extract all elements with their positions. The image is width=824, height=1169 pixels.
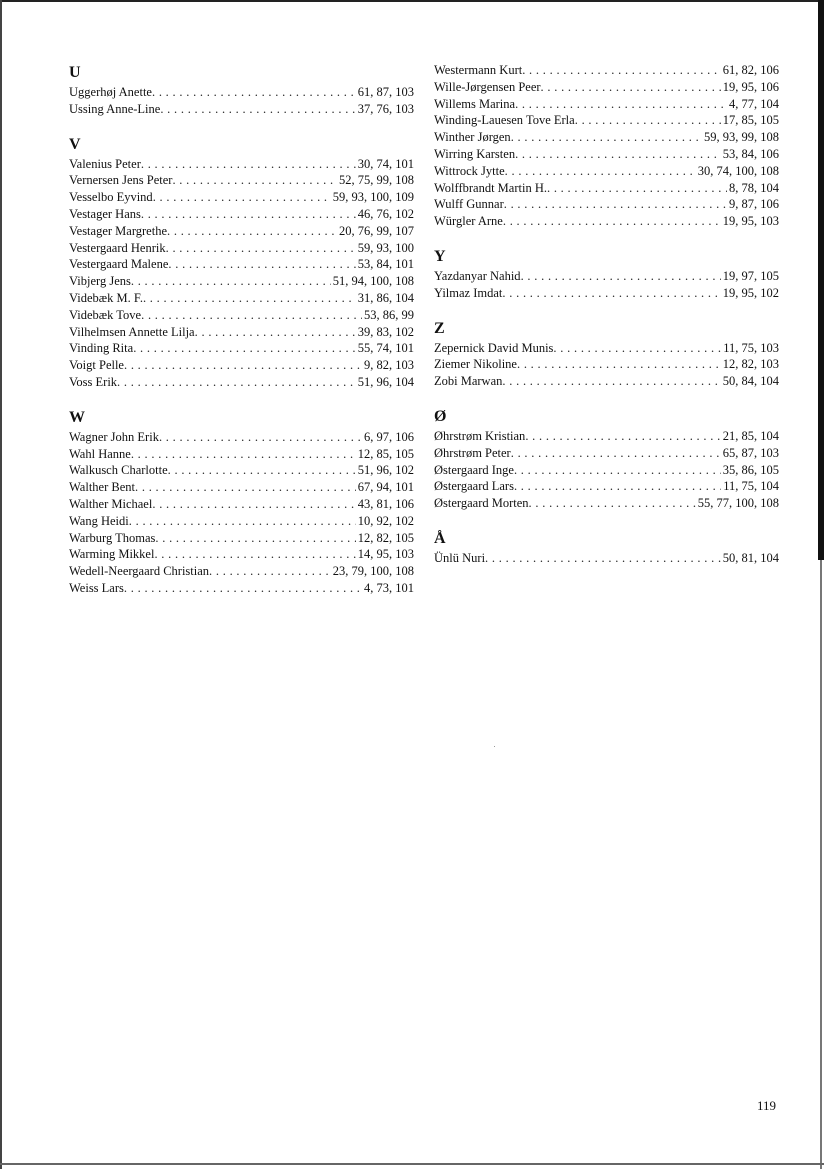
entry-pages: 4, 73, 101	[364, 580, 414, 595]
entry-pages: 4, 77, 104	[729, 96, 779, 111]
scan-border-left	[0, 0, 2, 1169]
index-entry	[434, 462, 779, 479]
entry-pages: 11, 75, 103	[723, 340, 779, 355]
entry-pages: 21, 85, 104	[722, 428, 779, 443]
entry-name: Wahl Hanne	[69, 446, 131, 461]
index-entry	[69, 479, 414, 496]
index-entry	[69, 290, 414, 307]
scan-border-bottom	[0, 1163, 824, 1165]
index-entry	[69, 462, 414, 479]
entry-name: Wolffbrandt Martin H.	[434, 180, 547, 195]
dot-leader	[515, 146, 721, 163]
entry-pages: 43, 81, 106	[357, 496, 414, 511]
dot-leader	[155, 530, 355, 547]
dot-leader	[514, 478, 721, 495]
entry-pages: 67, 94, 101	[357, 480, 414, 495]
entry-name: Vestergaard Malene	[69, 257, 169, 272]
entry-name: Øhrstrøm Peter	[434, 445, 511, 460]
index-entry	[434, 373, 779, 390]
entry-name: Willems Marina	[434, 96, 516, 111]
index-entry	[434, 62, 779, 79]
index-entry	[434, 428, 779, 445]
dot-leader	[131, 446, 356, 463]
entry-pages: 11, 75, 104	[723, 479, 779, 494]
entry-name: Ussing Anne-Line	[69, 101, 161, 116]
entry-pages: 35, 86, 105	[722, 462, 779, 477]
dot-leader	[502, 373, 720, 390]
entry-name: Warming Mikkel	[69, 547, 155, 562]
entry-pages: 9, 87, 106	[729, 197, 779, 212]
dot-leader	[133, 340, 356, 357]
index-entry	[69, 101, 414, 118]
entry-name: Wulff Gunnar	[434, 197, 504, 212]
entry-pages: 51, 96, 102	[357, 463, 414, 478]
section-letter-heading: V	[69, 135, 81, 153]
index-entry	[434, 129, 779, 146]
dot-leader	[143, 290, 356, 307]
dot-leader	[553, 340, 721, 357]
section-letter-heading: Y	[434, 247, 446, 265]
entry-pages: 59, 93, 100	[357, 240, 414, 255]
dot-leader	[511, 445, 721, 462]
scan-border-right-lower	[820, 560, 822, 1169]
dot-leader	[172, 172, 337, 189]
dot-leader	[152, 496, 355, 513]
dot-leader	[168, 256, 355, 273]
index-entry	[69, 156, 414, 173]
dot-leader	[505, 163, 696, 180]
index-entry	[69, 206, 414, 223]
entry-pages: 50, 84, 104	[722, 374, 779, 389]
index-entry	[69, 84, 414, 101]
dot-leader	[168, 462, 356, 479]
entry-pages: 23, 79, 100, 108	[332, 564, 414, 579]
entry-name: Vernersen Jens Peter	[69, 173, 173, 188]
dot-leader	[517, 356, 721, 373]
entry-pages: 31, 86, 104	[357, 290, 414, 305]
scan-border-right	[818, 0, 824, 560]
dot-leader	[522, 62, 721, 79]
entry-name: Vibjerg Jens	[69, 274, 131, 289]
index-entry	[434, 163, 779, 180]
entry-name: Østergaard Lars	[434, 479, 514, 494]
index-section	[434, 318, 779, 390]
dot-leader	[515, 96, 727, 113]
dot-leader	[525, 428, 720, 445]
entry-name: Ünlü Nuri	[434, 550, 486, 565]
section-letter-heading: W	[69, 408, 85, 426]
index-entry	[434, 268, 779, 285]
entry-pages: 53, 86, 99	[364, 307, 414, 322]
entry-pages: 12, 82, 105	[357, 530, 414, 545]
index-entry	[69, 446, 414, 463]
index-section	[434, 406, 779, 512]
entry-pages: 19, 97, 105	[722, 268, 779, 283]
dot-leader	[547, 180, 727, 197]
index-section	[69, 134, 414, 391]
section-letter-heading: U	[69, 64, 81, 81]
entry-name: Wedell-Neergaard Christian	[69, 564, 210, 579]
index-entry	[69, 546, 414, 563]
entry-name: Wirring Karsten	[434, 146, 516, 161]
index-entry	[69, 256, 414, 273]
dot-leader	[153, 189, 331, 206]
entry-name: Østergaard Morten	[434, 496, 529, 511]
dot-leader	[124, 580, 362, 597]
entry-name: Wittrock Jytte	[434, 163, 505, 178]
index-entry	[434, 285, 779, 302]
entry-pages: 12, 82, 103	[722, 357, 779, 372]
index-entry	[69, 240, 414, 257]
index-entry	[69, 496, 414, 513]
entry-name: Würgler Arne	[434, 214, 503, 229]
dot-leader	[521, 268, 721, 285]
index-entry	[69, 429, 414, 446]
entry-name: Walther Bent	[69, 480, 135, 495]
entry-pages: 30, 74, 101	[357, 156, 414, 171]
entry-pages: 59, 93, 100, 109	[332, 190, 414, 205]
index-column-right	[434, 62, 779, 583]
entry-name: Yilmaz Imdat	[434, 285, 503, 300]
entry-pages: 10, 92, 102	[357, 513, 414, 528]
section-letter-heading: Å	[434, 529, 446, 547]
entry-pages: 50, 81, 104	[722, 550, 779, 565]
scan-speck	[494, 746, 495, 747]
index-entry	[69, 580, 414, 597]
entry-pages: 19, 95, 103	[722, 214, 779, 229]
entry-pages: 19, 95, 102	[722, 285, 779, 300]
dot-leader	[195, 324, 356, 341]
entry-name: Weiss Lars	[69, 580, 124, 595]
section-letter-heading: Z	[434, 319, 445, 337]
entry-pages: 8, 78, 104	[729, 180, 779, 195]
entry-name: Videbæk Tove	[69, 307, 142, 322]
dot-leader	[160, 101, 355, 118]
section-letter-heading: Ø	[434, 407, 447, 425]
entry-name: Yazdanyar Nahid	[434, 268, 521, 283]
entry-name: Vilhelmsen Annette Lilja	[69, 324, 195, 339]
entry-pages: 20, 76, 99, 107	[339, 223, 414, 238]
index-entry	[434, 478, 779, 495]
entry-pages: 61, 87, 103	[357, 85, 414, 99]
entry-name: Winding-Lauesen Tove Erla	[434, 113, 575, 128]
dot-leader	[511, 129, 702, 146]
entry-name: Wille-Jørgensen Peer	[434, 79, 541, 94]
index-entry	[434, 495, 779, 512]
dot-leader	[141, 307, 362, 324]
index-entry	[69, 189, 414, 206]
dot-leader	[159, 429, 362, 446]
index-entry	[69, 530, 414, 547]
index-entry	[69, 340, 414, 357]
dot-leader	[129, 513, 356, 530]
entry-pages: 37, 76, 103	[357, 101, 414, 116]
entry-name: Voss Erik	[69, 374, 118, 389]
entry-pages: 39, 83, 102	[357, 324, 414, 339]
index-entry	[69, 223, 414, 240]
dot-leader	[529, 495, 696, 512]
entry-name: Walkusch Charlotte	[69, 463, 168, 478]
entry-name: Wagner John Erik	[69, 429, 159, 444]
entry-name: Wang Heidi	[69, 513, 129, 528]
entry-pages: 6, 97, 106	[364, 429, 414, 444]
entry-pages: 30, 74, 100, 108	[697, 163, 779, 178]
dot-leader	[124, 357, 362, 374]
entry-name: Vesselbo Eyvind	[69, 190, 153, 205]
index-entry	[69, 357, 414, 374]
entry-pages: 52, 75, 99, 108	[339, 173, 414, 188]
dot-leader	[503, 213, 721, 230]
index-section	[434, 62, 779, 230]
dot-leader	[131, 273, 331, 290]
index-entry	[69, 172, 414, 189]
dot-leader	[502, 285, 720, 302]
index-entry	[434, 79, 779, 96]
entry-pages: 51, 96, 104	[357, 374, 414, 389]
entry-name: Vestergaard Henrik	[69, 240, 166, 255]
entry-pages: 65, 87, 103	[722, 445, 779, 460]
index-entry	[69, 324, 414, 341]
index-entry	[69, 513, 414, 530]
dot-leader	[117, 374, 356, 391]
entry-name: Zepernick David Munis	[434, 340, 554, 355]
entry-name: Østergaard Inge	[434, 462, 514, 477]
entry-name: Videbæk M. F.	[69, 290, 143, 305]
dot-leader	[141, 206, 356, 223]
dot-leader	[154, 546, 355, 563]
entry-name: Uggerhøj Anette	[69, 85, 152, 99]
index-entry	[434, 112, 779, 129]
entry-pages: 9, 82, 103	[364, 358, 414, 373]
dot-leader	[135, 479, 356, 496]
page-number: 119	[757, 1098, 777, 1113]
dot-leader	[166, 240, 356, 257]
index-entry	[69, 273, 414, 290]
index-entry	[69, 307, 414, 324]
entry-name: Vestager Margrethe	[69, 223, 167, 238]
dot-leader	[541, 79, 721, 96]
dot-leader	[514, 462, 721, 479]
entry-pages: 14, 95, 103	[357, 547, 414, 562]
entry-name: Warburg Thomas	[69, 530, 156, 545]
index-entry	[434, 213, 779, 230]
dot-leader	[575, 112, 721, 129]
entry-name: Øhrstrøm Kristian	[434, 428, 526, 443]
entry-name: Valenius Peter	[69, 156, 141, 171]
dot-leader	[152, 84, 356, 101]
entry-pages: 17, 85, 105	[722, 113, 779, 128]
entry-pages: 53, 84, 106	[722, 146, 779, 161]
index-column-left	[69, 62, 414, 613]
dot-leader	[504, 196, 727, 213]
index-entry	[434, 196, 779, 213]
index-entry	[434, 340, 779, 357]
index-section	[69, 407, 414, 597]
entry-name: Voigt Pelle	[69, 358, 124, 373]
index-entry	[434, 180, 779, 197]
entry-pages: 59, 93, 99, 108	[704, 130, 779, 145]
index-entry	[434, 96, 779, 113]
entry-pages: 55, 77, 100, 108	[697, 496, 779, 511]
index-entry	[69, 374, 414, 391]
entry-pages: 46, 76, 102	[357, 206, 414, 221]
entry-name: Ziemer Nikoline	[434, 357, 517, 372]
entry-pages: 12, 85, 105	[357, 446, 414, 461]
index-entry	[434, 445, 779, 462]
entry-name: Vinding Rita	[69, 341, 134, 356]
dot-leader	[485, 550, 721, 567]
index-entry	[434, 550, 779, 567]
entry-name: Westermann Kurt	[434, 63, 523, 77]
dot-leader	[167, 223, 337, 240]
entry-pages: 55, 74, 101	[357, 341, 414, 356]
index-section	[434, 246, 779, 302]
entry-pages: 51, 94, 100, 108	[332, 274, 414, 289]
entry-name: Zobi Marwan	[434, 374, 503, 389]
index-entry	[434, 146, 779, 163]
index-entry	[434, 356, 779, 373]
entry-pages: 53, 84, 101	[357, 257, 414, 272]
index-section	[434, 528, 779, 567]
index-section	[69, 62, 414, 118]
scan-border-top	[0, 0, 824, 2]
entry-name: Vestager Hans	[69, 206, 141, 221]
entry-name: Winther Jørgen	[434, 130, 511, 145]
dot-leader	[141, 156, 356, 173]
entry-pages: 61, 82, 106	[722, 63, 779, 77]
index-entry	[69, 563, 414, 580]
dot-leader	[209, 563, 331, 580]
entry-name: Walther Michael	[69, 496, 153, 511]
entry-pages: 19, 95, 106	[722, 79, 779, 94]
